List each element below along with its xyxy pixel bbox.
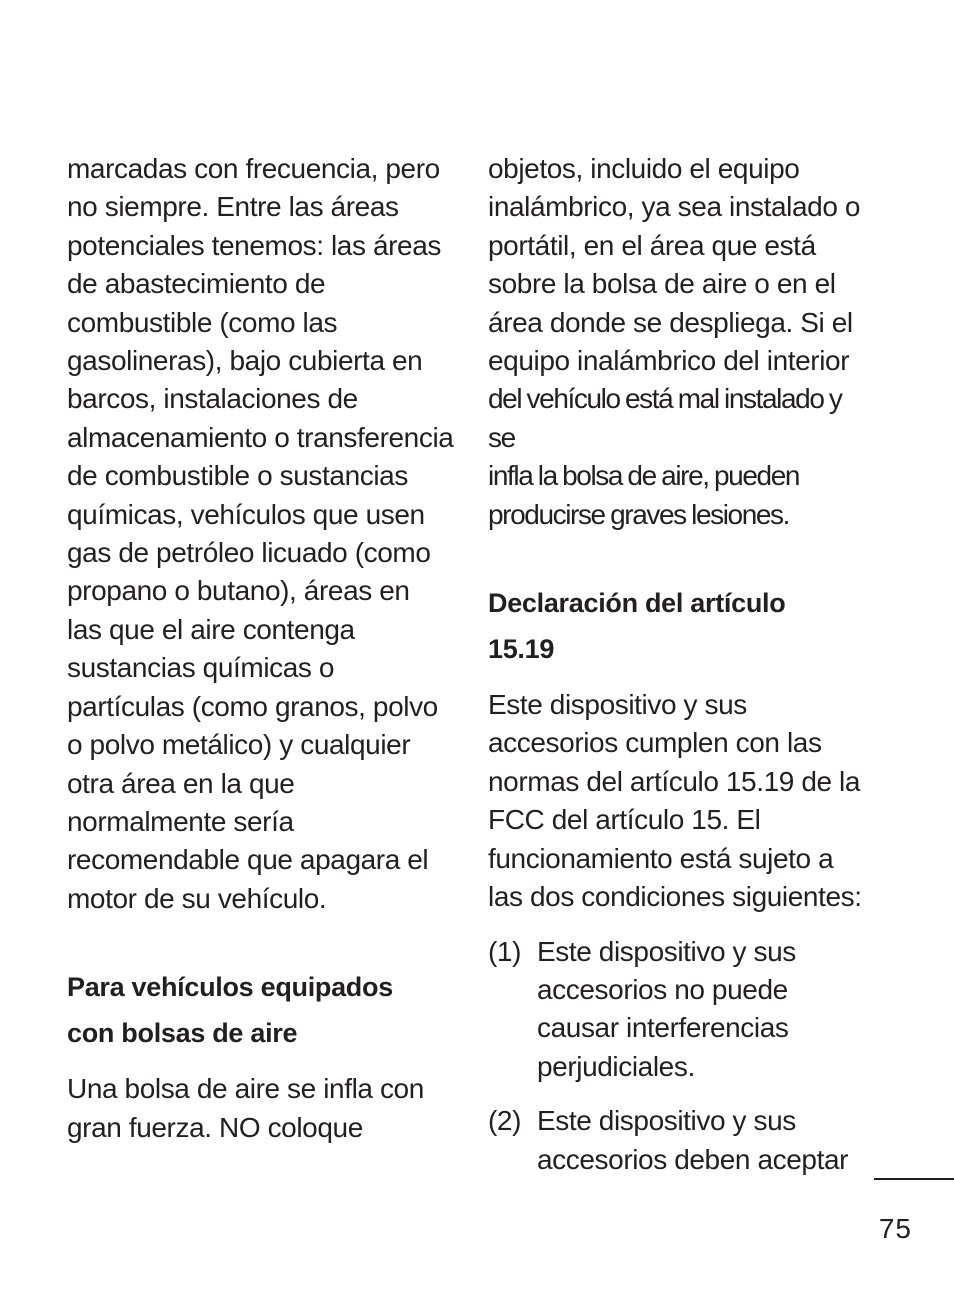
section-heading-airbags: Para vehículos equipados con bolsas de aire bbox=[67, 972, 393, 1049]
footer-divider bbox=[874, 1178, 954, 1180]
body-paragraph: Este dispositivo y sus accesorios cumplen con las normas del artículo 15.19 de la FCC del artículo 15. El funcionamiento está sujeto a las dos condiciones siguientes: bbox=[488, 689, 862, 913]
left-column bbox=[67, 150, 459, 1147]
page-number: 75 bbox=[878, 1213, 912, 1244]
list-item bbox=[488, 1102, 873, 1179]
list-item-text: Este dispositivo y sus accesorios no puede causar interferencias perjudiciales. bbox=[537, 935, 796, 1082]
list-item-number: (2) bbox=[488, 1105, 522, 1137]
right-column bbox=[488, 150, 873, 1179]
body-paragraph: marcadas con frecuencia, pero no siempre. Entre las áreas potenciales tenemos: las áreas de abastecimiento de combustible (como las gasolineras), bajo cubierta en barcos, instalaciones de almacenamiento o transferencia de combustible o sustancias químicas, vehículos que usen gas de petróleo licuado (como propano o butano), áreas en las que el aire contenga sustancias químicas o partículas (como granos, polvo o polvo metálico) y cualquier otra área en la que normalmente sería recomendable que apagara el motor de su vehículo. bbox=[67, 153, 454, 914]
list-item-text: Este dispositivo y sus accesorios deben aceptar bbox=[537, 1105, 849, 1175]
body-paragraph: Una bolsa de aire se infla con gran fuerza. NO coloque bbox=[67, 1073, 424, 1143]
body-paragraph: objetos, incluido el equipo inalámbrico, ya sea instalado o portátil, en el área que está sobre la bolsa de aire o en el área donde se despliega. Si el equipo inalámbrico del interior bbox=[488, 153, 861, 377]
body-paragraph-continued: del vehículo está mal instalado y se infla la bolsa de aire, pueden producirse graves lesiones. bbox=[488, 383, 842, 530]
list-item-number: (1) bbox=[488, 935, 522, 967]
section-heading-fcc-15-19: Declaración del artículo 15.19 bbox=[488, 588, 786, 665]
list-item bbox=[488, 933, 873, 1087]
